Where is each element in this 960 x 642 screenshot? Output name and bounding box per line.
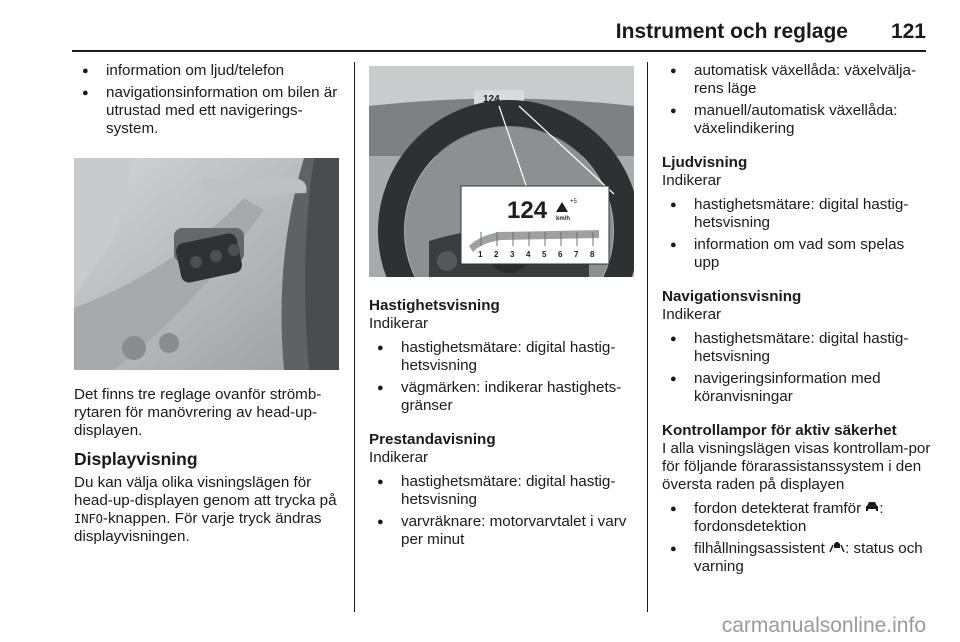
list-item: ● manuell/automatisk växellåda: växelindikering	[662, 102, 932, 138]
hastighet-sub: Indikerar	[369, 315, 429, 332]
ljud-sub: Indikerar	[662, 172, 722, 189]
column-2	[369, 62, 634, 553]
list-item: ● information om ljud/telefon	[74, 62, 342, 80]
rpm-tick-label: 5	[542, 250, 547, 259]
displayvisning-text	[74, 474, 342, 546]
list-item: ● hastighetsmätare: digital hastig-hetsvisning	[369, 339, 634, 375]
hud-small-speed: 124	[483, 94, 500, 105]
head-up-display-illustration	[369, 66, 634, 277]
list-item: ● hastighetsmätare: digital hastig-hetsvisning	[662, 330, 932, 366]
list-item: ● varvräknare: motorvarvtalet i varv per minut	[369, 513, 634, 549]
column-divider	[354, 62, 355, 612]
page-number: 121	[890, 20, 926, 43]
list-item: ● hastighetsmätare: digital hastig-hetsvisning	[369, 473, 634, 509]
page-header	[0, 0, 960, 52]
column-3	[662, 62, 932, 580]
stalk-buttons-photo	[74, 158, 339, 370]
column-1	[74, 62, 342, 552]
header-rule	[72, 50, 926, 52]
nav-sub: Indikerar	[662, 306, 722, 323]
hastighet-title: Hastighetsvisning	[369, 297, 500, 314]
rpm-tick-label: 6	[558, 250, 563, 259]
list-item	[662, 500, 932, 536]
text-run: filhållningsassistent	[694, 540, 830, 557]
ljud-title: Ljudvisning	[662, 154, 748, 171]
list-item	[662, 540, 932, 576]
text-run: : status och varning	[694, 540, 923, 575]
text-run: Du kan välja olika visningslägen för head-up-displayen genom att trycka på	[74, 474, 337, 509]
list-item: ● navigeringsinformation med köranvisningar	[662, 370, 932, 406]
info-key-label: INFO	[74, 512, 103, 526]
rpm-tick-label: 7	[574, 250, 579, 259]
rpm-tick-label: 1	[478, 250, 483, 259]
section-title-displayvisning: Displayvisning	[74, 449, 198, 469]
watermark: carmanualsonline.info	[721, 614, 926, 637]
nav-title: Navigationsvisning	[662, 288, 802, 305]
list-item: ● hastighetsmätare: digital hastig-hetsvisning	[662, 196, 932, 232]
vehicle-ahead-icon	[865, 501, 879, 513]
rpm-tick-label: 2	[494, 250, 499, 259]
hud-speed-value: 124	[507, 197, 548, 224]
hud-unit: km/h	[556, 216, 571, 222]
list-item: ● vägmärken: indikerar hastighets-gränser	[369, 379, 634, 415]
text-run: -knappen. För varje tryck ändras displayvisningen.	[74, 510, 322, 545]
rpm-tick-label: 8	[590, 250, 595, 259]
page-title: Instrument och reglage	[615, 20, 848, 43]
intro-text: Det finns tre reglage ovanför strömb-rytaren för manövrering av head-up-displayen.	[74, 386, 322, 439]
rpm-tick-label: 3	[510, 250, 515, 259]
text-run: : fordonsdetektion	[694, 500, 884, 535]
list-item: ● information om vad som spelas upp	[662, 236, 932, 272]
column-divider	[647, 62, 648, 612]
rpm-tick-label: 4	[526, 250, 531, 259]
prestanda-title: Prestandavisning	[369, 431, 496, 448]
lane-keep-assist-icon	[829, 541, 845, 553]
kontroll-title: Kontrollampor för aktiv säkerhet	[662, 422, 897, 439]
prestanda-sub: Indikerar	[369, 449, 429, 466]
hud-gear-hint: +5	[570, 199, 577, 205]
list-item: ● automatisk växellåda: växelvälja-rens läge	[662, 62, 932, 98]
kontroll-text: I alla visningslägen visas kontrollam-por för följande förarassistanssystem i den översta raden på displayen	[662, 440, 931, 493]
list-item: ● navigationsinformation om bilen är utrustad med ett navigerings-system.	[74, 84, 342, 138]
text-run: fordon detekterat framför	[694, 500, 866, 517]
